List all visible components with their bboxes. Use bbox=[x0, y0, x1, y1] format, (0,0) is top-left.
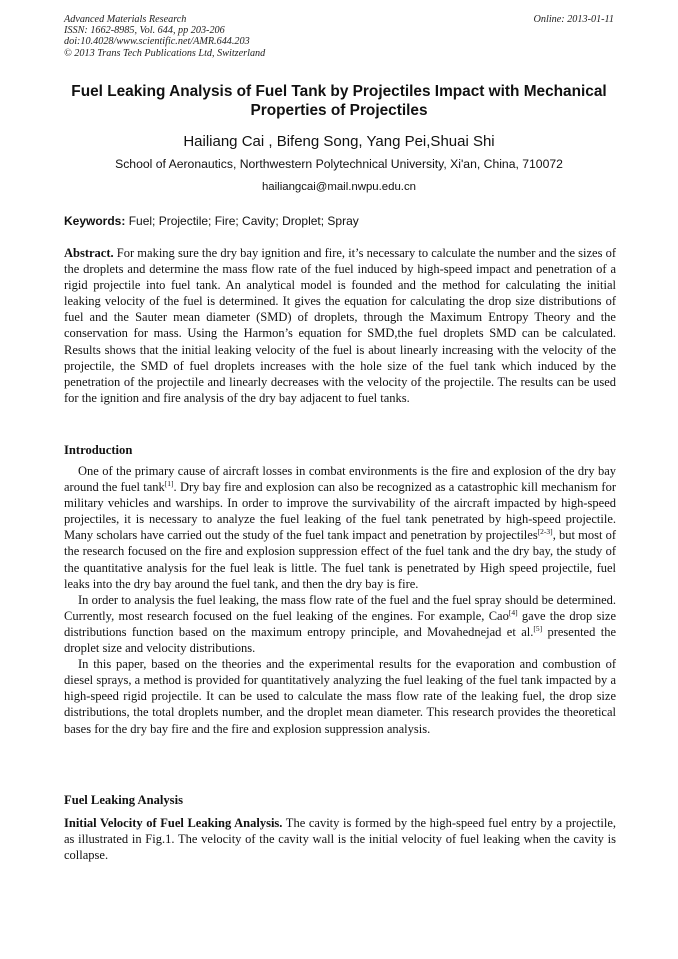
paper-title: Fuel Leaking Analysis of Fuel Tank by Projectiles Impact with Mechanical Properties of Projectiles bbox=[71, 83, 607, 119]
doi-line: doi:10.4028/www.scientific.net/AMR.644.203 bbox=[64, 36, 250, 48]
keywords-label: Keywords: bbox=[64, 214, 126, 228]
citation-2-3: [2-3] bbox=[537, 527, 553, 537]
intro-p1-text-a: One of the primary cause of aircraft losses in combat environments is the fire and explosion of the dry bay around the fuel tank bbox=[64, 464, 616, 495]
journal-header bbox=[64, 14, 265, 59]
author-email: hailiangcai@mail.nwpu.edu.cn bbox=[261, 181, 417, 193]
intro-p1-text-c: , but most of the research focused on the fire and explosion suppression effect of the fuel tank and the dry bay, the study of the quantitative analysis for the fuel leak is little. The fuel tank is penetrated by High speed projectile, fuel leaks into the dry bay around the fuel tank, and then the dry bay is fire. bbox=[64, 528, 616, 591]
intro-p2-text-c: presented the droplet size and velocity distributions. bbox=[64, 624, 616, 656]
intro-p2-text-b: gave the drop size distributions function based on the maximum entropy principle, and Movahednejad et al. bbox=[64, 608, 616, 639]
copyright-line: © 2013 Trans Tech Publications Ltd, Switzerland bbox=[64, 47, 266, 59]
intro-paragraph-2 bbox=[64, 592, 616, 656]
introduction-body bbox=[64, 463, 616, 737]
citation-4: [4] bbox=[508, 607, 518, 617]
keywords-text: Fuel; Projectile; Fire; Cavity; Droplet; Spray bbox=[125, 214, 359, 228]
intro-paragraph-3: In this paper, based on the theories and the experimental results for the evaporation and combustion of diesel sprays, a method is provided for quantitatively analyzing the fuel leaking of the fuel tank impacted by a high-speed rigid projectile. It can be used to calculate the mass flow rate of the leaking fuel, the drop size distributions, the total droplets number, and the droplet mean diameter. This research provides the theoretical bases for the dry bay fire and the fire and explosion suppression analysis. bbox=[64, 657, 616, 736]
subsection-label: Initial Velocity of Fuel Leaking Analysis. bbox=[64, 816, 283, 830]
journal-name: Advanced Materials Research bbox=[64, 14, 187, 25]
keywords bbox=[64, 214, 616, 229]
issn-line: ISSN: 1662-8985, Vol. 644, pp 203-206 bbox=[64, 25, 225, 37]
citation-1: [1] bbox=[164, 479, 174, 489]
authors: Hailiang Cai , Bifeng Song, Yang Pei,Shuai Shi bbox=[183, 133, 495, 150]
initial-velocity-paragraph bbox=[64, 815, 616, 863]
introduction-heading: Introduction bbox=[64, 443, 133, 457]
fuel-leaking-analysis-heading: Fuel Leaking Analysis bbox=[64, 793, 183, 807]
intro-paragraph-1 bbox=[64, 463, 616, 592]
subsection-text: The cavity is formed by the high-speed fuel entry by a projectile, as illustrated in Fig.1. The velocity of the cavity wall is the initial velocity of fuel leaking when the cavity is collapse. bbox=[64, 816, 616, 863]
online-date: Online: 2013-01-11 bbox=[533, 14, 614, 25]
intro-p2-text-a: In order to analysis the fuel leaking, the mass flow rate of the fuel and the fuel spray should be determined. Currently, most research focused on the fuel leaking of the engines. For example, Cao bbox=[64, 592, 616, 623]
abstract-text: For making sure the dry bay ignition and fire, it’s necessary to calculate the number and the sizes of the droplets and determine the mass flow rate of the fuel induced by high-speed impact and penetration of a rigid projectile into fuel tank. An analytical model is founded and the method for calculating the initial leaking velocity of the fuel is determined. It gives the equation for calculating the drop size distributions of fuel and the Sauter mean diameter (SMD) of droplets, through the Maximum Entropy Theory and the conservation for mass. Using the Harmon’s equation for SMD,the fuel droplets SMD can be calculated. Results shows that the initial leaking velocity of the fuel is about linearly increasing with the velocity of the projectile, the SMD of fuel droplets increases with the hole size of the fuel tank which induced by the penetration of the projectile and linearly decreases with the velocity of the projectile. The results can be used for the ignition and fire analysis of the dry bay adjacent to fuel tanks. bbox=[64, 246, 616, 405]
citation-5: [5] bbox=[533, 623, 543, 633]
intro-p1-text-b: . Dry bay fire and explosion can also be recognized as a catastrophic kill mechanism for military vehicles and warships. In order to improve the survivability of the aircraft impacted by high-speed projectiles, it is necessary to analyze the fuel leaking of the fuel tank penetrated by high-speed projectile. Many scholars have carried out the study of the fuel tank impact and penetration by projectiles bbox=[64, 480, 616, 543]
affiliation: School of Aeronautics, Northwestern Polytechnical University, Xi'an, China, 710072 bbox=[115, 157, 563, 171]
abstract bbox=[64, 245, 616, 406]
abstract-label: Abstract. bbox=[64, 246, 114, 260]
